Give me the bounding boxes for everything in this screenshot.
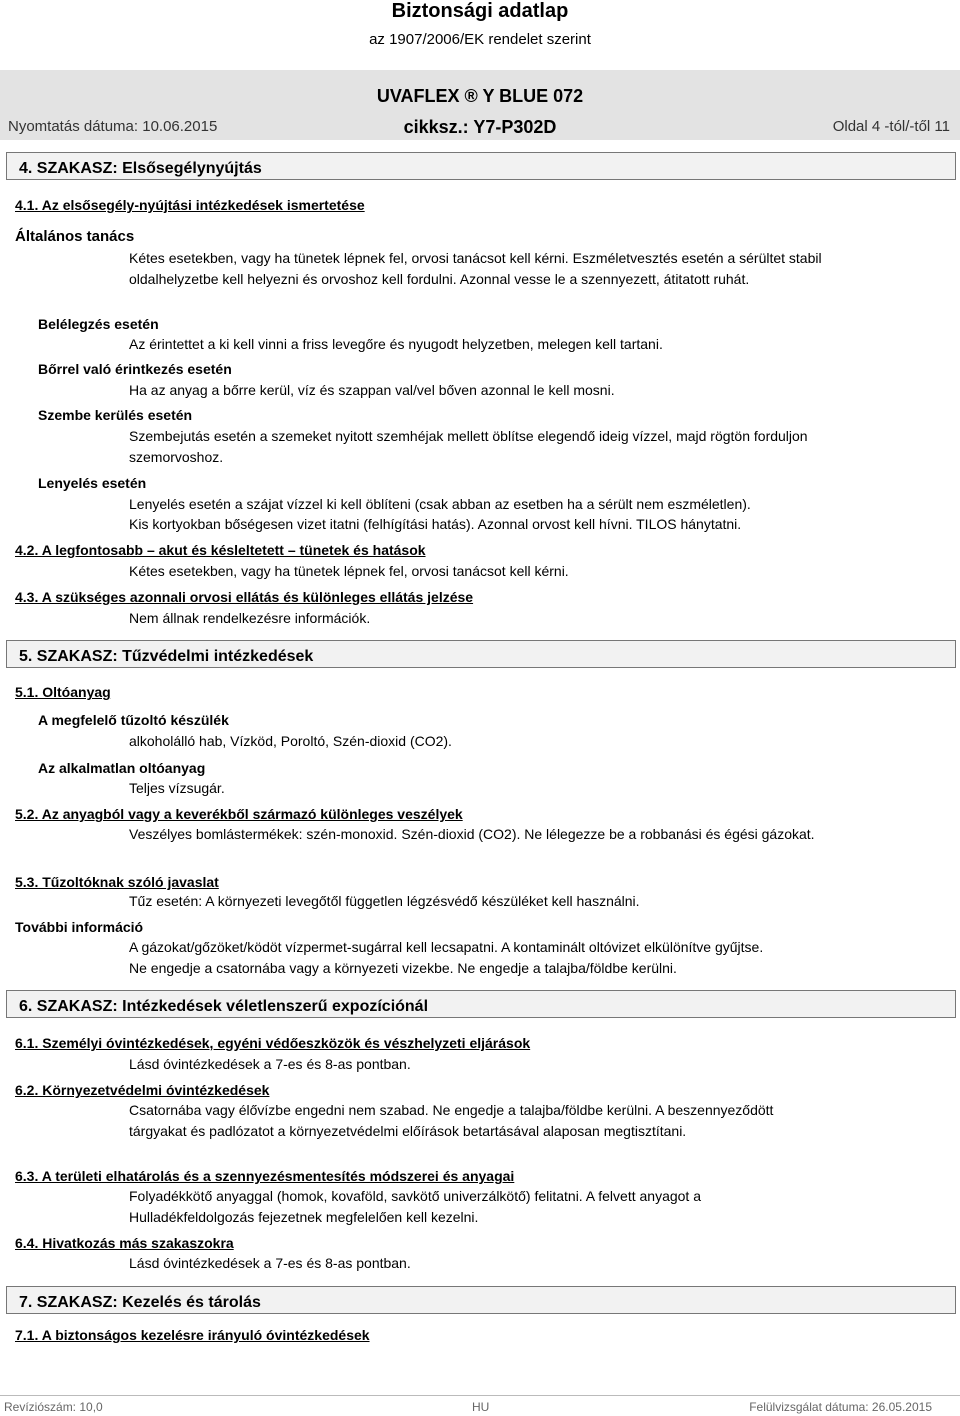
subsection-4-2-text: Kétes esetekben, vagy ha tünetek lépnek fel, orvosi tanácsot kell kérni.	[129, 563, 569, 579]
review-date: Felülvizsgálat dátuma: 26.05.2015	[749, 1400, 932, 1414]
subsection-6-1-title: 6.1. Személyi óvintézkedések, egyéni védőeszközök és vészhelyzeti eljárások	[15, 1035, 531, 1051]
section-6-title: 6. SZAKASZ: Intézkedések véletlenszerű expozíciónál	[19, 998, 429, 1015]
document-title: Biztonsági adatlap	[391, 0, 569, 22]
further-info-text-1: A gázokat/gőzöket/ködöt vízpermet-sugárral kell lecsapatni. A kontaminált oltóvizet elkülönítve gyűjtse.	[129, 939, 764, 955]
skin-contact-label: Bőrrel való érintkezés esetén	[38, 361, 232, 377]
subsection-5-3-text: Tűz esetén: A környezeti levegőtől független légzésvédő készüléket kell használni.	[129, 893, 640, 909]
subsection-4-2-title: 4.2. A legfontosabb – akut és késleltetett – tünetek és hatások	[15, 542, 426, 558]
skin-contact-text: Ha az anyag a bőrre kerül, víz és szappan val/vel bőven azonnal le kell mosni.	[129, 382, 615, 398]
suitable-media-text: alkoholálló hab, Vízköd, Poroltó, Szén-dioxid (CO2).	[129, 733, 452, 749]
language-code: HU	[472, 1400, 490, 1414]
print-date: Nyomtatás dátuma: 10.06.2015	[8, 118, 218, 135]
ingestion-text-2: Kis kortyokban bőségesen vizet itatni (felhígítási hatás). Azonnal orvost kell hívni. TILOS hánytatni.	[129, 516, 742, 532]
page-number: Oldal 4 -tól/-től 11	[832, 118, 950, 135]
subsection-5-1-title: 5.1. Oltóanyag	[15, 684, 111, 700]
unsuitable-media-label: Az alkalmatlan oltóanyag	[38, 760, 206, 776]
eye-contact-text: Szembejutás esetén a szemeket nyitott szemhéjak mellett öblítse elegendő ideig vízzel, majd rögtön forduljon szemorvoshoz.	[129, 428, 808, 465]
suitable-media-label: A megfelelő tűzoltó készülék	[38, 712, 229, 728]
subsection-7-1-title: 7.1. A biztonságos kezelésre irányuló óvintézkedések	[15, 1327, 370, 1343]
section-5-title: 5. SZAKASZ: Tűzvédelmi intézkedések	[19, 648, 314, 665]
subsection-5-2-text: Veszélyes bomlástermékek: szén-monoxid. Szén-dioxid (CO2). Ne lélegezze be a robbanási és égési gázokat.	[129, 826, 815, 842]
subsection-4-3-title: 4.3. A szükséges azonnali orvosi ellátás és különleges ellátás jelzése	[15, 589, 474, 605]
subsection-6-2-text: Csatornába vagy élővízbe engedni nem szabad. Ne engedje a talajba/földbe kerülni. A beszennyeződött tárgyakat és padlózatot a környezetvédelmi előírások betartásával alaposan megtisztítani.	[129, 1102, 774, 1139]
section-6-header	[6, 990, 956, 1018]
subsection-5-3-title: 5.3. Tűzoltóknak szóló javaslat	[15, 874, 219, 890]
section-4-title: 4. SZAKASZ: Elsősegélynyújtás	[19, 160, 262, 177]
ingestion-label: Lenyelés esetén	[38, 475, 147, 491]
unsuitable-media-text: Teljes vízsugár.	[129, 780, 225, 796]
further-info-label: További információ	[15, 919, 144, 935]
further-info-text-2: Ne engedje a csatornába vagy a környezeti vizekbe. Ne engedje a talajba/földbe kerülni.	[129, 960, 677, 976]
inhalation-text: Az érintettet a ki kell vinni a friss levegőre és nyugodt helyzetben, melegen kell tartani.	[129, 336, 663, 352]
inhalation-label: Belélegzés esetén	[38, 316, 159, 332]
section-7-header	[6, 1286, 956, 1314]
general-advice-label: Általános tanács	[15, 228, 135, 245]
eye-contact-label: Szembe kerülés esetén	[38, 407, 193, 423]
document-subtitle: az 1907/2006/EK rendelet szerint	[369, 31, 591, 48]
section-4-header	[6, 152, 956, 180]
revision-number: Revíziószám: 10,0	[4, 1400, 103, 1414]
subsection-4-1-title: 4.1. Az elsősegély-nyújtási intézkedések ismertetése	[15, 197, 365, 213]
section-7-title: 7. SZAKASZ: Kezelés és tárolás	[19, 1294, 261, 1311]
ingestion-text-1: Lenyelés esetén a szájat vízzel ki kell öblíteni (csak abban az esetben ha a sérült nem eszméletlen).	[129, 496, 751, 512]
subsection-6-4-text: Lásd óvintézkedések a 7-es és 8-as pontban.	[129, 1255, 411, 1271]
subsection-5-2-title: 5.2. Az anyagból vagy a keverékből származó különleges veszélyek	[15, 806, 463, 822]
subsection-6-2-title: 6.2. Környezetvédelmi óvintézkedések	[15, 1082, 270, 1098]
general-advice-text: Kétes esetekben, vagy ha tünetek lépnek fel, orvosi tanácsot kell kérni. Eszméletvesztés esetén a sérültet stabil oldalhelyzetbe kell helyezni és orvoshoz kell fordulni. Azonnal vesse le a szennyezett, átitatott ruhát.	[129, 250, 822, 287]
subsection-6-4-title: 6.4. Hivatkozás más szakaszokra	[15, 1235, 234, 1251]
subsection-6-3-text: Folyadékkötő anyaggal (homok, kovaföld, savkötő univerzálkötő) felitatni. A felvett anyagot a Hulladékfeldolgozás fejezetnek megfelelően kell kezelni.	[129, 1188, 701, 1225]
product-name: UVAFLEX ® Y BLUE 072	[376, 86, 584, 106]
article-code: cikksz.: Y7-P302D	[403, 117, 557, 137]
footer-divider	[0, 1395, 960, 1396]
subsection-4-3-text: Nem állnak rendelkezésre információk.	[129, 610, 371, 626]
subsection-6-3-title: 6.3. A területi elhatárolás és a szennyezésmentesítés módszerei és anyagai	[15, 1168, 515, 1184]
subsection-6-1-text: Lásd óvintézkedések a 7-es és 8-as pontban.	[129, 1056, 411, 1072]
section-5-header	[6, 640, 956, 668]
